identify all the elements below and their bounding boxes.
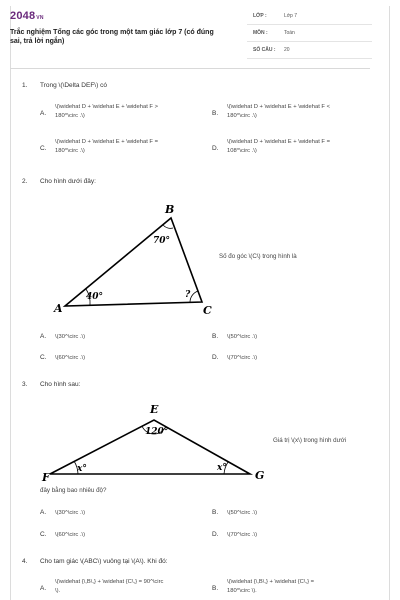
question-1-text: Trong \(\Delta DEF\) có bbox=[40, 82, 107, 89]
q2-option-a-letter[interactable]: A. bbox=[40, 333, 47, 340]
q4-option-b-letter[interactable]: B. bbox=[212, 585, 219, 592]
question-3-number: 3. bbox=[22, 381, 28, 388]
triangle-efg-figure bbox=[38, 400, 278, 484]
question-2-side-text: Số đo góc \(C\) trong hình là bbox=[219, 253, 297, 260]
q4-option-b[interactable]: \(\widehat {\,B\,} + \widehat {C\,} = 180^\circ \). bbox=[227, 579, 315, 594]
q1-option-d[interactable]: \(\widehat D + \widehat E + \widehat F = 108^\circ .\) bbox=[227, 139, 330, 154]
q4-option-a[interactable]: \(\widehat {\,B\,} + \widehat {C\,} = 90^\circ \). bbox=[55, 579, 164, 594]
q1-option-c[interactable]: \(\widehat D + \widehat E + \widehat F = 180^\circ .\) bbox=[55, 139, 158, 154]
q3-option-a[interactable]: \(30^\circ .\) bbox=[55, 510, 86, 516]
question-3-continuation: đây bằng bao nhiêu độ? bbox=[40, 487, 107, 494]
q1-option-a-letter[interactable]: A. bbox=[40, 110, 47, 117]
q2-option-c[interactable]: \(60^\circ .\) bbox=[55, 355, 86, 361]
question-3-text: Cho hình sau: bbox=[40, 381, 81, 388]
question-2-text: Cho hình dưới đây: bbox=[40, 178, 96, 185]
question-2-number: 2. bbox=[22, 178, 28, 185]
angle-g-value: x° bbox=[217, 463, 227, 473]
vertex-e-label: E bbox=[150, 403, 159, 416]
meta-box bbox=[247, 10, 372, 61]
angle-f-value: x° bbox=[77, 464, 87, 474]
question-3-side-text: Giá trị \(x\) trong hình dưới bbox=[273, 437, 347, 444]
q3-option-d[interactable]: \(70^\circ .\) bbox=[227, 532, 258, 538]
vertex-f-label: F bbox=[42, 471, 50, 484]
angle-b-arc bbox=[163, 225, 173, 228]
q1-option-c-letter[interactable]: C. bbox=[40, 145, 47, 152]
triangle-abc-figure bbox=[50, 198, 220, 320]
q3-option-b-letter[interactable]: B. bbox=[212, 509, 219, 516]
q2-option-a[interactable]: \(30^\circ .\) bbox=[55, 334, 86, 340]
question-4-text: Cho tam giác \(ABC\) vuông tại \(A\). Khi đó: bbox=[40, 558, 168, 565]
q2-option-b-letter[interactable]: B. bbox=[212, 333, 219, 340]
angle-c-arc bbox=[190, 291, 198, 302]
q1-option-a[interactable]: \(\widehat D + \widehat E + \widehat F > 180^\circ .\) bbox=[55, 104, 158, 119]
q3-option-c-letter[interactable]: C. bbox=[40, 531, 47, 538]
q3-option-b[interactable]: \(50^\circ .\) bbox=[227, 510, 258, 516]
angle-a-value: 40° bbox=[86, 292, 104, 302]
q2-option-d-letter[interactable]: D. bbox=[212, 354, 219, 361]
meta-row-count: SỐ CÂU : 20 bbox=[247, 44, 372, 59]
q1-option-d-letter[interactable]: D. bbox=[212, 145, 219, 152]
site-logo[interactable]: 2048VN bbox=[10, 10, 44, 22]
q3-option-c[interactable]: \(60^\circ .\) bbox=[55, 532, 86, 538]
question-1-number: 1. bbox=[22, 82, 28, 89]
document-title: Trắc nghiệm Tổng các góc trong một tam giác lớp 7 (có đúng sai, trả lời ngắn) bbox=[10, 29, 214, 45]
vertex-g-label: G bbox=[255, 469, 265, 482]
angle-b-value: 70° bbox=[153, 236, 171, 246]
question-4-number: 4. bbox=[22, 558, 28, 565]
q2-option-d[interactable]: \(70^\circ .\) bbox=[227, 355, 258, 361]
q2-option-c-letter[interactable]: C. bbox=[40, 354, 47, 361]
header-divider bbox=[10, 68, 370, 69]
angle-e-value: 120° bbox=[145, 427, 169, 437]
meta-row-subject: MÔN : Toán bbox=[247, 27, 372, 42]
vertex-b-label: B bbox=[165, 203, 175, 216]
q4-option-a-letter[interactable]: A. bbox=[40, 585, 47, 592]
header bbox=[10, 10, 370, 62]
meta-row-class: LỚP : Lớp 7 bbox=[247, 10, 372, 25]
vertex-c-label: C bbox=[203, 304, 212, 317]
q2-option-b[interactable]: \(50^\circ .\) bbox=[227, 334, 258, 340]
q3-option-d-letter[interactable]: D. bbox=[212, 531, 219, 538]
angle-c-value: ? bbox=[185, 290, 191, 300]
q1-option-b-letter[interactable]: B. bbox=[212, 110, 219, 117]
vertex-a-label: A bbox=[54, 302, 63, 315]
q3-option-a-letter[interactable]: A. bbox=[40, 509, 47, 516]
q1-option-b[interactable]: \(\widehat D + \widehat E + \widehat F < 180^\circ .\) bbox=[227, 104, 330, 119]
